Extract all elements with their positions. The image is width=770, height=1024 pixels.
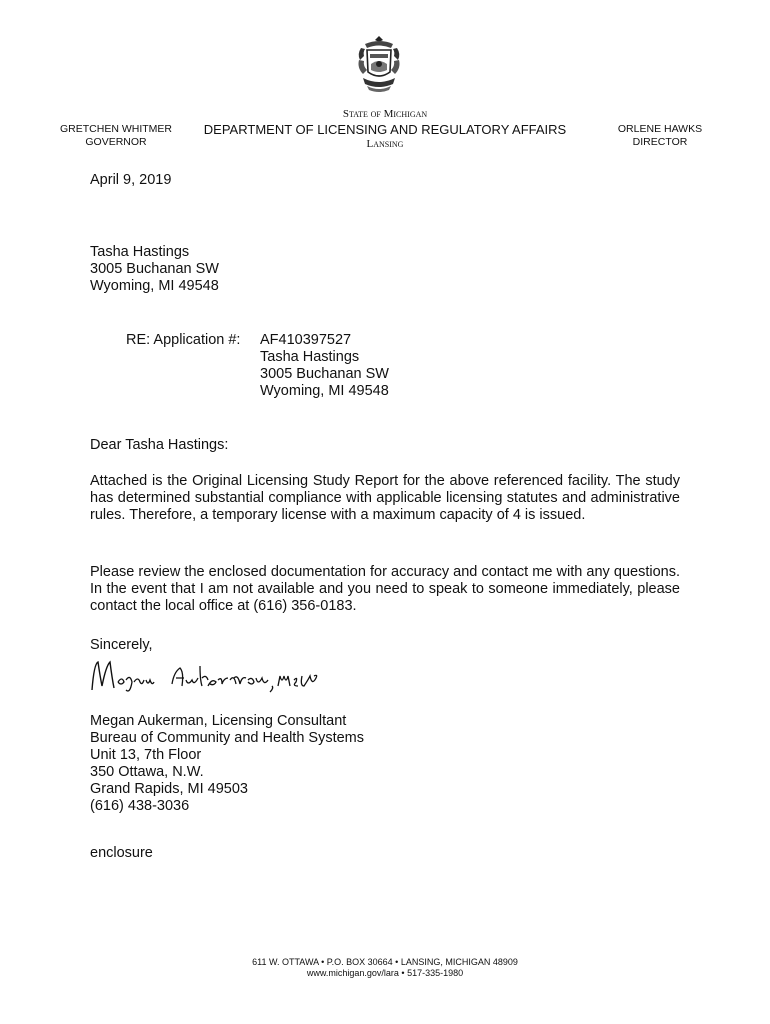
signatory-street: 350 Ottawa, N.W. xyxy=(90,764,204,780)
page-footer xyxy=(180,957,590,979)
re-name: Tasha Hastings xyxy=(260,349,360,365)
handwritten-signature xyxy=(88,656,328,696)
re-street: 3005 Buchanan SW xyxy=(260,366,389,382)
re-label: RE: Application #: xyxy=(126,332,241,348)
director-name: ORLENE HAWKS xyxy=(617,123,703,135)
signatory-name: Megan Aukerman, Licensing Consultant xyxy=(90,713,347,729)
recipient-street: 3005 Buchanan SW xyxy=(90,261,219,277)
closing: Sincerely, xyxy=(90,637,153,653)
governor-name: GRETCHEN WHITMER xyxy=(60,123,172,135)
salutation: Dear Tasha Hastings: xyxy=(90,437,229,453)
paragraph-1: Attached is the Original Licensing Study Report for the above referenced facility. The study has determined substantial compliance with applicable licensing statutes and administrative rules. Therefore, a temporary license with a maximum capacity of 4 is issued. xyxy=(90,473,680,523)
recipient-city: Wyoming, MI 49548 xyxy=(90,278,219,294)
director-block xyxy=(598,123,722,149)
application-number: AF410397527 xyxy=(260,332,352,348)
letter-date: April 9, 2019 xyxy=(90,172,172,188)
governor-title: GOVERNOR xyxy=(85,136,147,148)
michigan-state-seal-icon xyxy=(355,34,403,98)
state-name: State of Michigan xyxy=(342,108,428,120)
governor-block xyxy=(52,123,180,149)
recipient-address xyxy=(90,244,680,295)
director-title: DIRECTOR xyxy=(632,136,688,148)
enclosure-note: enclosure xyxy=(90,845,153,861)
signatory-phone: (616) 438-3036 xyxy=(90,798,190,814)
signatory-city: Grand Rapids, MI 49503 xyxy=(90,781,248,797)
signatory-bureau: Bureau of Community and Health Systems xyxy=(90,730,365,746)
re-city: Wyoming, MI 49548 xyxy=(260,383,389,399)
footer-contact: www.michigan.gov/lara • 517-335-1980 xyxy=(306,968,464,978)
re-details xyxy=(260,332,389,400)
footer-address: 611 W. OTTAWA • P.O. BOX 30664 • LANSING, MICHIGAN 48909 xyxy=(252,957,518,967)
signatory-block xyxy=(90,713,680,815)
signatory-unit: Unit 13, 7th Floor xyxy=(90,747,202,763)
department-name: DEPARTMENT OF LICENSING AND REGULATORY AFFAIRS xyxy=(203,122,567,137)
city-name: Lansing xyxy=(366,138,404,150)
department-block xyxy=(190,108,580,151)
paragraph-2: Please review the enclosed documentation for accuracy and contact me with any questions. In the event that I am not available and you need to speak to someone immediately, please contact the local office at (616) 356-0183. xyxy=(90,564,680,614)
recipient-name: Tasha Hastings xyxy=(90,244,190,260)
